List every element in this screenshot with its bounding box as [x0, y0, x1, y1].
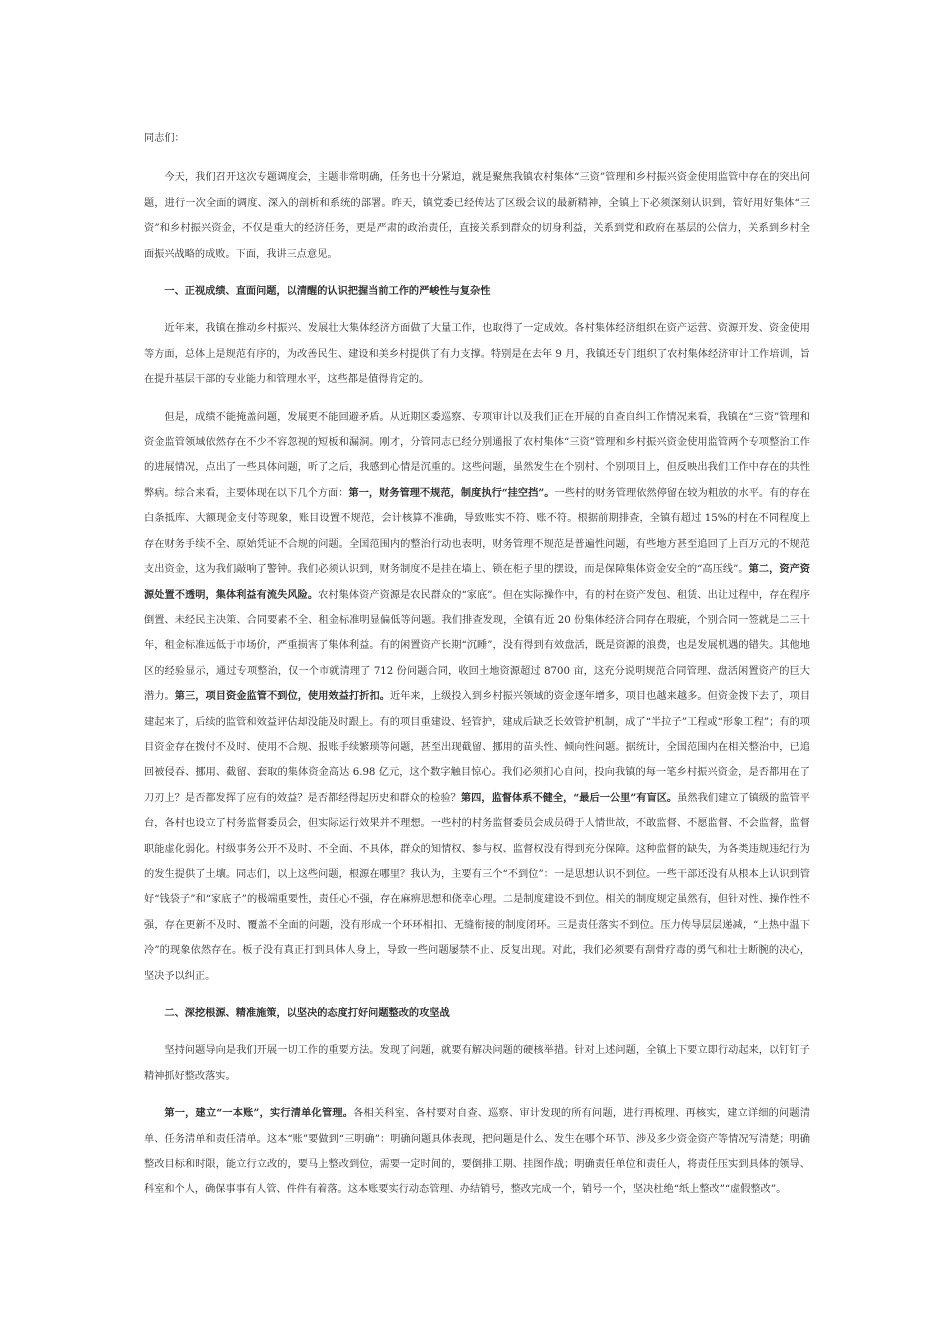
section-2-paragraph-1: 坚持问题导向是我们开展一切工作的重要方法。发现了问题，就要有解决问题的硬核举措。针对上述问题，全镇上下要立即行动起来，以钉钉子精神抓好整改落实。 [144, 1045, 810, 1082]
point-2-bold: 第二，资产资源处置不透明，集体利益有流失风险。 [144, 563, 810, 601]
salutation: 同志们： [144, 133, 185, 144]
intro-paragraph: 今天，我们召开这次专题调度会，主题非常明确，任务也十分紧迫，就是聚焦我镇农村集体“三资”管理和乡村振兴资金使用监管中存在的突出问题，进行一次全面的调度、深入的剖析和系统的部署。昨天，镇党委已经传达了区级会议的最新精神，全镇上下必须深刻认识到，管好用好集体“三资”和乡村振兴资金，不仅是重大的经济任务，更是严肃的政治责任，直接关系到群众的切身利益，关系到党和政府在基层的公信力，关系到乡村全面振兴战略的成败。下面，我讲三点意见。 [144, 172, 810, 260]
measure-1-bold: 第一，建立“一本账”，实行清单化管理。 [164, 1107, 354, 1120]
text-run: 一些村的财务管理依然停留在较为粗放的水平。有的存在白条抵库、大额现金支付等现象，账目设置不规范，会计核算不准确，导致账实不符、账不符。根据前期排查，全镇有超过 15%的村在不同程度上存在财务手续不全、原始凭证不合规的问题。全国范围内的整治行动也表明，财务管理不规范是普遍性问题，有些地方甚至追回了上百万元的不规范支出资金，这为我们敲响了警钟。我们必须认识到，财务制度不是挂在墙上、锁在柜子里的摆设，而是保障集体资金安全的“高压线”。 [144, 487, 811, 576]
text-run: 近年来，上级投入到乡村振兴领域的资金逐年增多，项目也越来越多。但资金拨下去了，项目建起来了，后续的监管和效益评估却没能及时跟上。有的项目重建设、轻管护，建成后缺乏长效管护机制，成了“半拉子”工程或“形象工程”；有的项目资金存在拨付不及时、使用不合规、报账手续繁琐等问题，甚至出现截留、挪用的苗头性、倾向性问题。据统计，全国范围内在相关整治中，已追回被侵吞、挪用、截留、套取的集体资金高达 6.98 亿元，这个数字触目惊心。我们必须扪心自问，投向我镇的每一笔乡村振兴资金，是否都用在了刀刃上？是否都发挥了应有的效益？是否都经得起历史和群众的检验？ [144, 691, 811, 804]
point-4-bold: 第四，监督体系不健全，“最后一公里”有盲区。 [460, 791, 678, 804]
section-1-paragraph-1: 近年来，我镇在推动乡村振兴、发展壮大集体经济方面做了大量工作，也取得了一定成效。各村集体经济组织在资产运营、资源开发、资金使用等方面，总体上是规范有序的，为改善民生、建设和美乡村提供了有力支撑。特别是在去年 9 月，我镇还专门组织了农村集体经济审计工作培训，旨在提升基层干部的专业能力和管理水平，这些都是值得肯定的。 [144, 323, 810, 386]
text-run: 各相关科室、各村要对自查、巡察、审计发现的所有问题，进行再梳理、再核实，建立详细的问题清单、任务清单和责任清单。这本“账”要做到“三明确”：明确问题具体表现，把问题是什么、发生在哪个环节、涉及多少资金资产等情况写清楚；明确整改目标和时限，能立行立改的，要马上整改到位，需要一定时间的，要倒排工期、挂图作战；明确责任单位和责任人，将责任压实到具体的领导、科室和个人，确保事事有人管、件件有着落。这本账要实行动态管理、办结销号，整改完成一个，销号一个，坚决杜绝“纸上整改”“虚假整改”。 [144, 1108, 811, 1196]
text-run: 农村集体资产资源是农民群众的“家底”。但在实际操作中，有的村在资产发包、租赁、出让过程中，存在程序倒置、未经民主决策、合同要素不全、租金标准明显偏低等问题。我们排查发现，全镇有近 20 份集体经济合同存在瑕疵，个别合同一签就是二三十年，租金标准远低于市场价，严重损害了集体利益。有的闲置资产长期“沉睡”，没有得到有效盘活，既是资源的浪费，也是发展机遇的错失。其他地区的经验显示，通过专项整治，仅一个市就清理了 712 份问题合同，收回土地资源超过 8700 亩，这充分说明规范合同管理、盘活闲置资产的巨大潜力。 [144, 589, 810, 703]
section-2-heading: 二、深挖根源、精准施策，以坚决的态度打好问题整改的攻坚战 [164, 1007, 450, 1019]
section-1-heading: 一、正视成绩、直面问题，以清醒的认识把握当前工作的严峻性与复杂性 [164, 285, 491, 298]
point-1-bold: 第一，财务管理不规范，制度执行“挂空挡”。 [348, 486, 555, 499]
text-run: 虽然我们建立了镇级的监管平台，各村也设立了村务监督委员会，但实际运行效果并不理想。一些村的村务监督委员会成员碍于人情世故，不敢监督、不愿监督、不会监督，监督职能虚化弱化。村级事务公开不及时、不全面、不具体，群众的知情权、参与权、监督权没有得到充分保障。这种监督的缺失，为各类违规违纪行为的发生提供了土壤。同志们，以上这些问题，根源在哪里？我认为，主要有三个“不到位”：一是思想认识不到位。一些干部还没有从根本上认识到管好“钱袋子”和“家底子”的极端重要性，责任心不强，存在麻痹思想和侥幸心理。二是制度建设不到位。相关的制度规定虽然有，但针对性、操作性不强，存在更新不及时、覆盖不全面的问题，没有形成一个环环相扣、无缝衔接的制度闭环。三是责任落实不到位。压力传导层层递减，“上热中温下冷”的现象依然存在。板子没有真正打到具体人身上，导致一些问题屡禁不止、反复出现。对此，我们必须要有刮骨疗毒的勇气和壮士断腕的决心，坚决予以纠正。 [144, 792, 811, 982]
point-3-bold: 第三，项目资金监管不到位，使用效益打折扣。 [174, 690, 390, 703]
text-run: 但是，成绩不能掩盖问题，发展更不能回避矛盾。从近期区委巡察、专项审计以及我们正在开展的自查自纠工作情况来看，我镇在“三资”管理和资金监管领域依然存在不少不容忽视的短板和漏洞。刚才，分管同志已经分别通报了农村集体“三资”管理和乡村振兴资金使用监管两个专项整治工作的进展情况，点出了一些具体问题，听了之后，我感到心情是沉重的。这些问题，虽然发生在个别村、个别项目上，但反映出我们工作中存在的共性弊病。综合来看，主要体现在以下几个方面： [144, 411, 810, 499]
section-2-paragraph-2 [144, 1101, 810, 1203]
section-1-paragraph-2 [144, 405, 810, 989]
speech-document [144, 118, 810, 1215]
